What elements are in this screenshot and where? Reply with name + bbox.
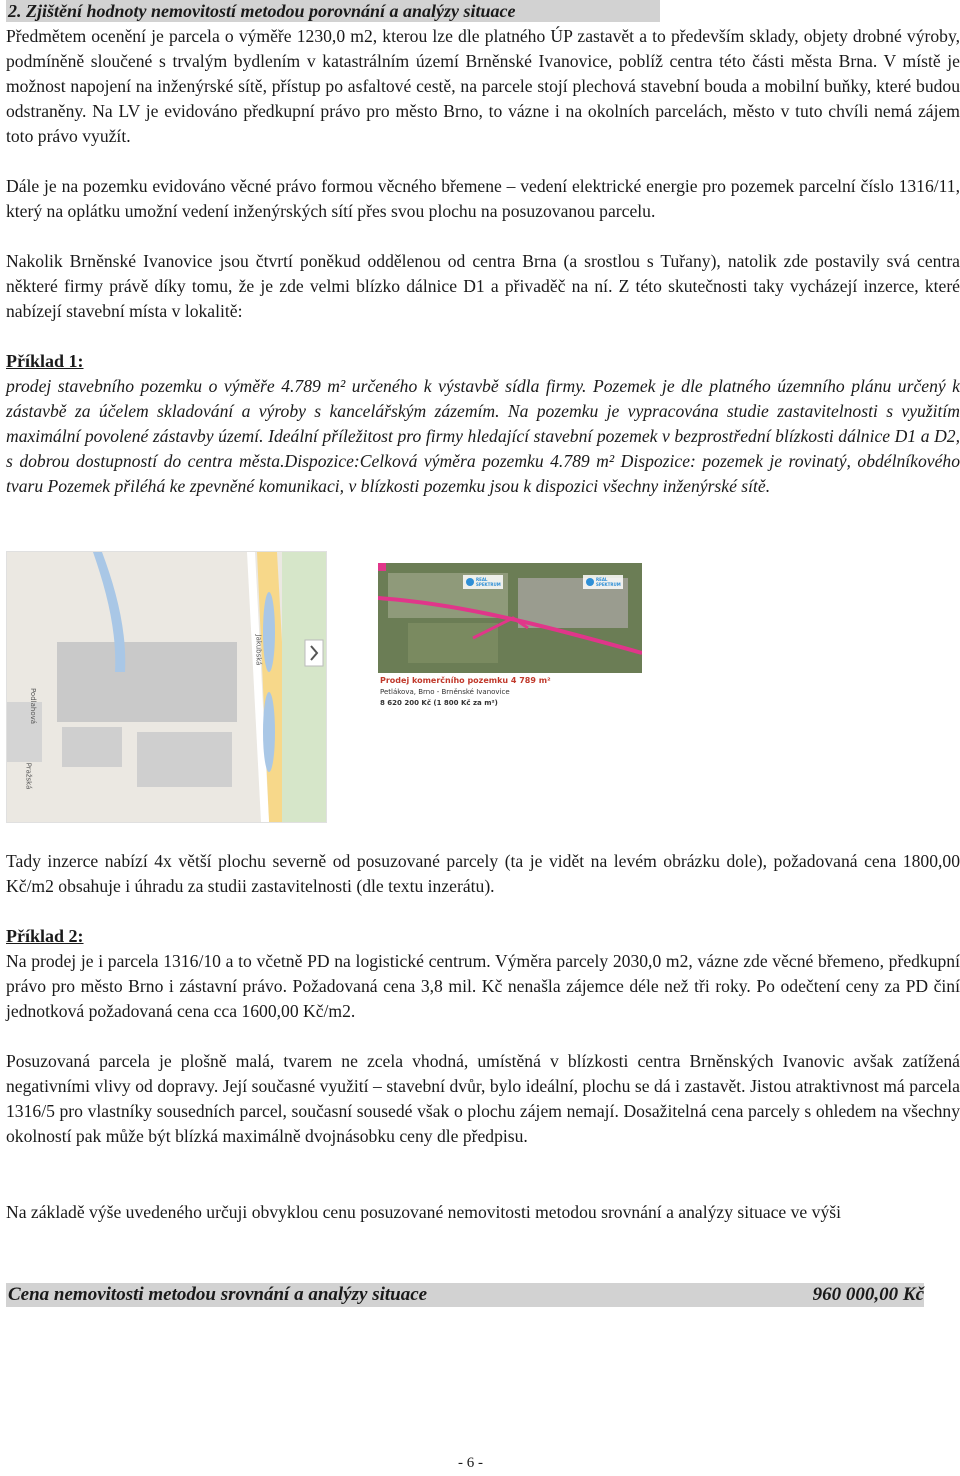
easement-paragraph: Dále je na pozemku evidováno věcné právo formou věcného břemene – vedení elektrické energie pro pozemek parcelní číslo 1316/11, který na oplátku umožní vedení inženýrských sítí přes svou plochu na posuzovanou parcelu.	[6, 176, 960, 221]
page-number: - 6 -	[458, 1455, 483, 1471]
map-green	[282, 552, 326, 822]
listing-price: 8 620 200 Kč (1 800 Kč za m²)	[380, 699, 498, 707]
section-title: 2. Zjištění hodnoty nemovitostí metodou porovnání a analýzy situace	[6, 0, 660, 22]
listing-title[interactable]: Prodej komerčního pozemku 4 789 m²	[380, 676, 551, 685]
intro-paragraph: Předmětem ocenění je parcela o výměře 1230,0 m2, kterou lze dle platného ÚP zastavět a to především sklady, objety drobné výroby, podmíněně sloučené s trvalým bydlením v katastrálním území Brněnské Ivanovice, poblíž centra této části města Brna. V místě je možnost napojení na inženýrské sítě, přístup po asfaltové cestě, na parcele stojí plechová stavební bouda a mobilní buňky, které budou odstraněny. Na LV je evidováno předkupní právo pro město Brno, to vázne i na okolních parcelách, město v tuto chvíli nemá zájem toto právo využít.	[6, 26, 960, 146]
result-label: Cena nemovitosti metodou srovnání a analýzy situace	[8, 1284, 428, 1305]
example-1-ad-text: prodej stavebního pozemku o výměře 4.789 m² určeného k výstavbě sídla firmy. Pozemek je dle platného územního plánu určený k zástavbě za účelem skladování a výroby s kancelářským zázemím. Na pozemku je vypracována studie zastavitelnosti s využitím maximální povolené zástavby území. Ideální příležitost pro firmy hledající stavební pozemek v bezprostřední blízkosti dálnice D1 a D2, s dobrou dostupností do centra města.Dispozice:Celková výměra pozemku 4.789 m² Dispozice: pozemek je rovinatý, obdélníkového tvaru Pozemek přiléhá ke zpevněné komunikaci, v blízkosti pozemku jsou k dispozici všechny inženýrské sítě.	[6, 376, 960, 496]
locality-paragraph: Nakolik Brněnské Ivanovice jsou čtvrtí poněkud oddělenou od centra Brna (a srostlou s Tuřany), natolik zde postavily svá centra některé firmy právě díky tomu, že je zde velmi blízko dálnice D1 a přivaděč na ní. Z této skutečnosti taky vycházejí inzerce, které nabízejí stavební místa v lokalitě:	[6, 251, 960, 321]
brand-label: REAL SPEKTRUM	[596, 577, 621, 587]
highlight-marker	[378, 563, 386, 571]
map-water	[263, 692, 275, 772]
map-next-control[interactable]	[305, 640, 323, 666]
map-drawing	[7, 552, 326, 822]
map-water	[263, 592, 275, 672]
map-street-label: Pražská	[24, 762, 33, 790]
assessment-paragraph: Posuzovaná parcela je plošně malá, tvarem ne zcela vhodná, umístěná v blízkosti centra Brněnských Ivanovic avšak zatížená negativními vlivy od dopravy. Její současné využití – stavební dvůr, bylo ideální, plochu se dá i zastavět. Jistou atraktivnost má parcela 1316/5 pro vlastníky sousedních parcel, současní sousedé však o plochu zájem nemají. Dosažitelná cena parcely s ohledem na všechny okolností pak může být blízká maximálně dvojnásobku ceny dle předpisu.	[6, 1051, 960, 1146]
map-street-label: Podlahová	[29, 687, 38, 725]
map-building	[137, 732, 232, 787]
map-street-label: Jakubská	[254, 634, 263, 666]
map-building	[62, 727, 122, 767]
example-2-heading: Příklad 2:	[6, 926, 84, 946]
brand-logo-icon	[586, 578, 594, 586]
listing-location: Petlákova, Brno - Brněnské Ivanovice	[380, 688, 510, 696]
example-2-text: Na prodej je i parcela 1316/10 a to včetně PD na logistické centrum. Výměra parcely 2030,0 m2, vázne zde věcné břemeno, předkupní právo pro město Brno i zástavní právo. Požadovaná cena 3,8 mil. Kč nenašla zájemce déle než tři roky. Po odečtení ceny za PD činí jednotková požadovaná cena cca 1600,00 Kč/m2.	[6, 951, 960, 1021]
result-row	[6, 1283, 924, 1307]
brand-label: REAL SPEKTRUM	[476, 577, 501, 587]
brand-logo-icon	[466, 578, 474, 586]
map-image	[6, 551, 327, 823]
conclusion-paragraph: Na základě výše uvedeného určuji obvyklou cenu posuzované nemovitosti metodou srovnání a analýzy situace ve výši	[6, 1202, 841, 1222]
example-1-comment: Tady inzerce nabízí 4x větší plochu severně od posuzované parcely (ta je vidět na levém obrázku dole), požadovaná cena 1800,00 Kč/m2 obsahuje i úhradu za studii zastavitelnosti (dle textu inzerátu).	[6, 851, 960, 896]
result-value: 960 000,00 Kč	[812, 1284, 924, 1305]
example-1-heading: Příklad 1:	[6, 351, 84, 371]
map-building	[57, 642, 237, 722]
listing-preview	[378, 563, 642, 713]
